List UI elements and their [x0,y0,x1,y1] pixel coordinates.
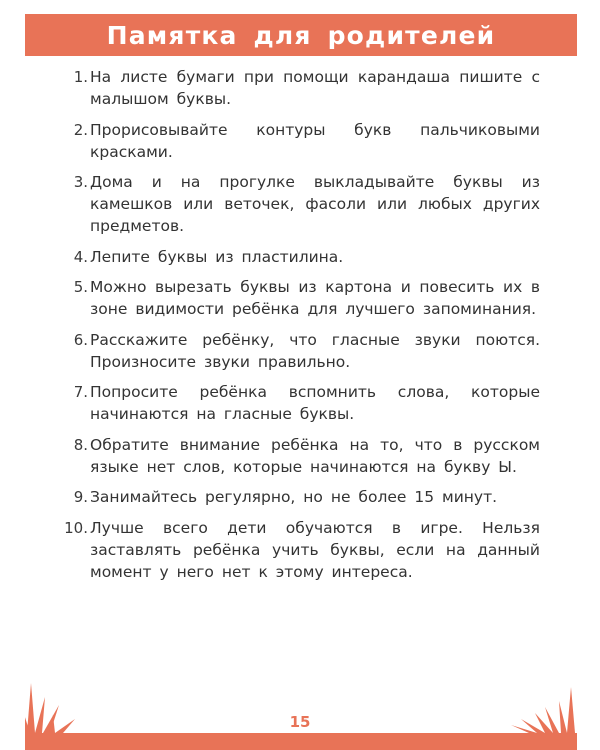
list-item [60,434,540,478]
item-text: Дома и на прогулке выкладывайте буквы из камешков или веточек, фасоли или любых других предметов. [90,173,540,235]
item-number: 3. [73,173,88,191]
item-text: Расскажите ребёнку, что гласные звуки поются. Произносите звуки правильно. [90,330,540,371]
item-number: 6. [73,330,88,349]
list-item [60,486,540,508]
list-item [60,246,540,268]
header-band [25,14,577,56]
footer-band [25,733,577,750]
list-item [60,119,540,163]
item-number: 5. [73,278,88,296]
item-text: Можно вырезать буквы из картона и повесить их в зоне видимости ребёнка для лучшего запоминания. [90,278,540,318]
item-number: 8. [73,435,88,454]
item-text: Занимайтесь регулярно, но не более 15 минут. [90,488,498,506]
item-text: Лучше всего дети обучаются в игре. Нельзя заставлять ребёнка учить буквы, если на данный момент у него нет к этому интереса. [90,518,540,581]
page-title: Памятка для родителей [106,20,496,50]
list-item [60,276,540,320]
list-item [60,517,540,583]
list-item [60,329,540,373]
item-number: 2. [73,120,88,139]
page-number: 15 [289,713,311,731]
item-number: 9. [73,488,88,506]
item-number: 4. [73,247,88,266]
list-item [60,381,540,425]
item-text: Лепите буквы из пластилина. [90,247,344,266]
item-number: 1. [73,68,88,86]
tips-list [60,66,540,591]
list-item [60,171,540,237]
item-text: Обратите внимание ребёнка на то, что в русском языке нет слов, которые начинаются на букву Ы. [90,435,540,476]
item-text: На листе бумаги при помощи карандаша пишите с малышом буквы. [90,68,540,108]
item-number: 7. [73,383,88,401]
list-item [60,66,540,110]
item-number: 10. [64,518,88,537]
item-text: Попросите ребёнка вспомнить слова, которые начинаются на гласные буквы. [90,383,540,423]
item-text: Прорисовывайте контуры букв пальчиковыми красками. [90,120,540,161]
